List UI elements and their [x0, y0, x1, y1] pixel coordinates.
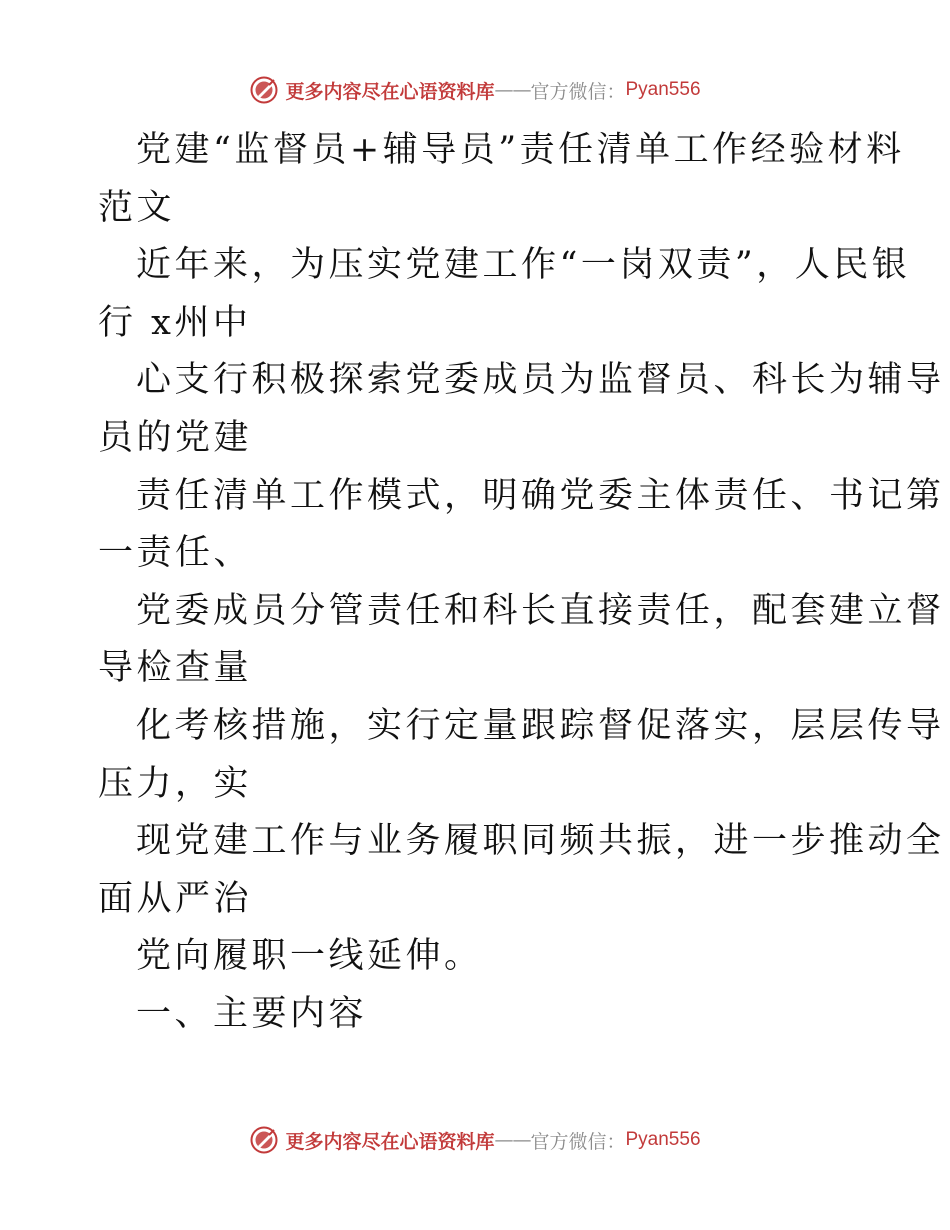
document-title-line-2: 范文: [98, 187, 176, 228]
watermark-wechat-id: Pyan556: [625, 1129, 701, 1150]
paragraph-line: 一责任、: [98, 533, 253, 574]
watermark-wechat-id: Pyan556: [625, 79, 701, 100]
watermark-dash: ——: [494, 1129, 531, 1151]
document-body: [98, 122, 945, 1044]
paragraph-line: 员的党建: [98, 417, 253, 458]
quill-seal-icon: [249, 75, 279, 105]
paragraph-line: 导检查量: [98, 648, 253, 689]
watermark-main-text: 更多内容尽在心语资料库: [285, 80, 495, 103]
paragraph-line: 党向履职一线延伸。: [136, 936, 483, 977]
paragraph-line: 心支行积极探索党委成员为监督员、科长为辅导: [136, 360, 945, 401]
paragraph-line: 面从严治: [98, 878, 253, 919]
watermark-wechat-label: 官方微信：: [530, 80, 626, 103]
footer-watermark: [0, 1122, 950, 1158]
header-watermark: [0, 72, 950, 108]
paragraph-line: 压力，实: [98, 763, 253, 804]
document-title-line-1: 党建“监督员+辅导员”责任清单工作经验材料: [136, 130, 905, 170]
watermark-dash: ——: [494, 79, 531, 101]
watermark-main-text: 更多内容尽在心语资料库: [285, 1130, 495, 1153]
paragraph-line: 党委成员分管责任和科长直接责任，配套建立督: [136, 590, 945, 631]
paragraph-line: 近年来，为压实党建工作“一岗双责”，人民银: [136, 245, 911, 286]
paragraph-line: 化考核措施，实行定量跟踪督促落实，层层传导: [136, 705, 945, 746]
quill-seal-icon: [249, 1125, 279, 1155]
section-heading: 一、主要内容: [136, 993, 368, 1034]
watermark-wechat-label: 官方微信：: [530, 1130, 626, 1153]
paragraph-line: 责任清单工作模式，明确党委主体责任、书记第: [136, 475, 945, 516]
paragraph-line: 行 x州中: [98, 302, 252, 343]
paragraph-line: 现党建工作与业务履职同频共振，进一步推动全: [136, 821, 945, 862]
